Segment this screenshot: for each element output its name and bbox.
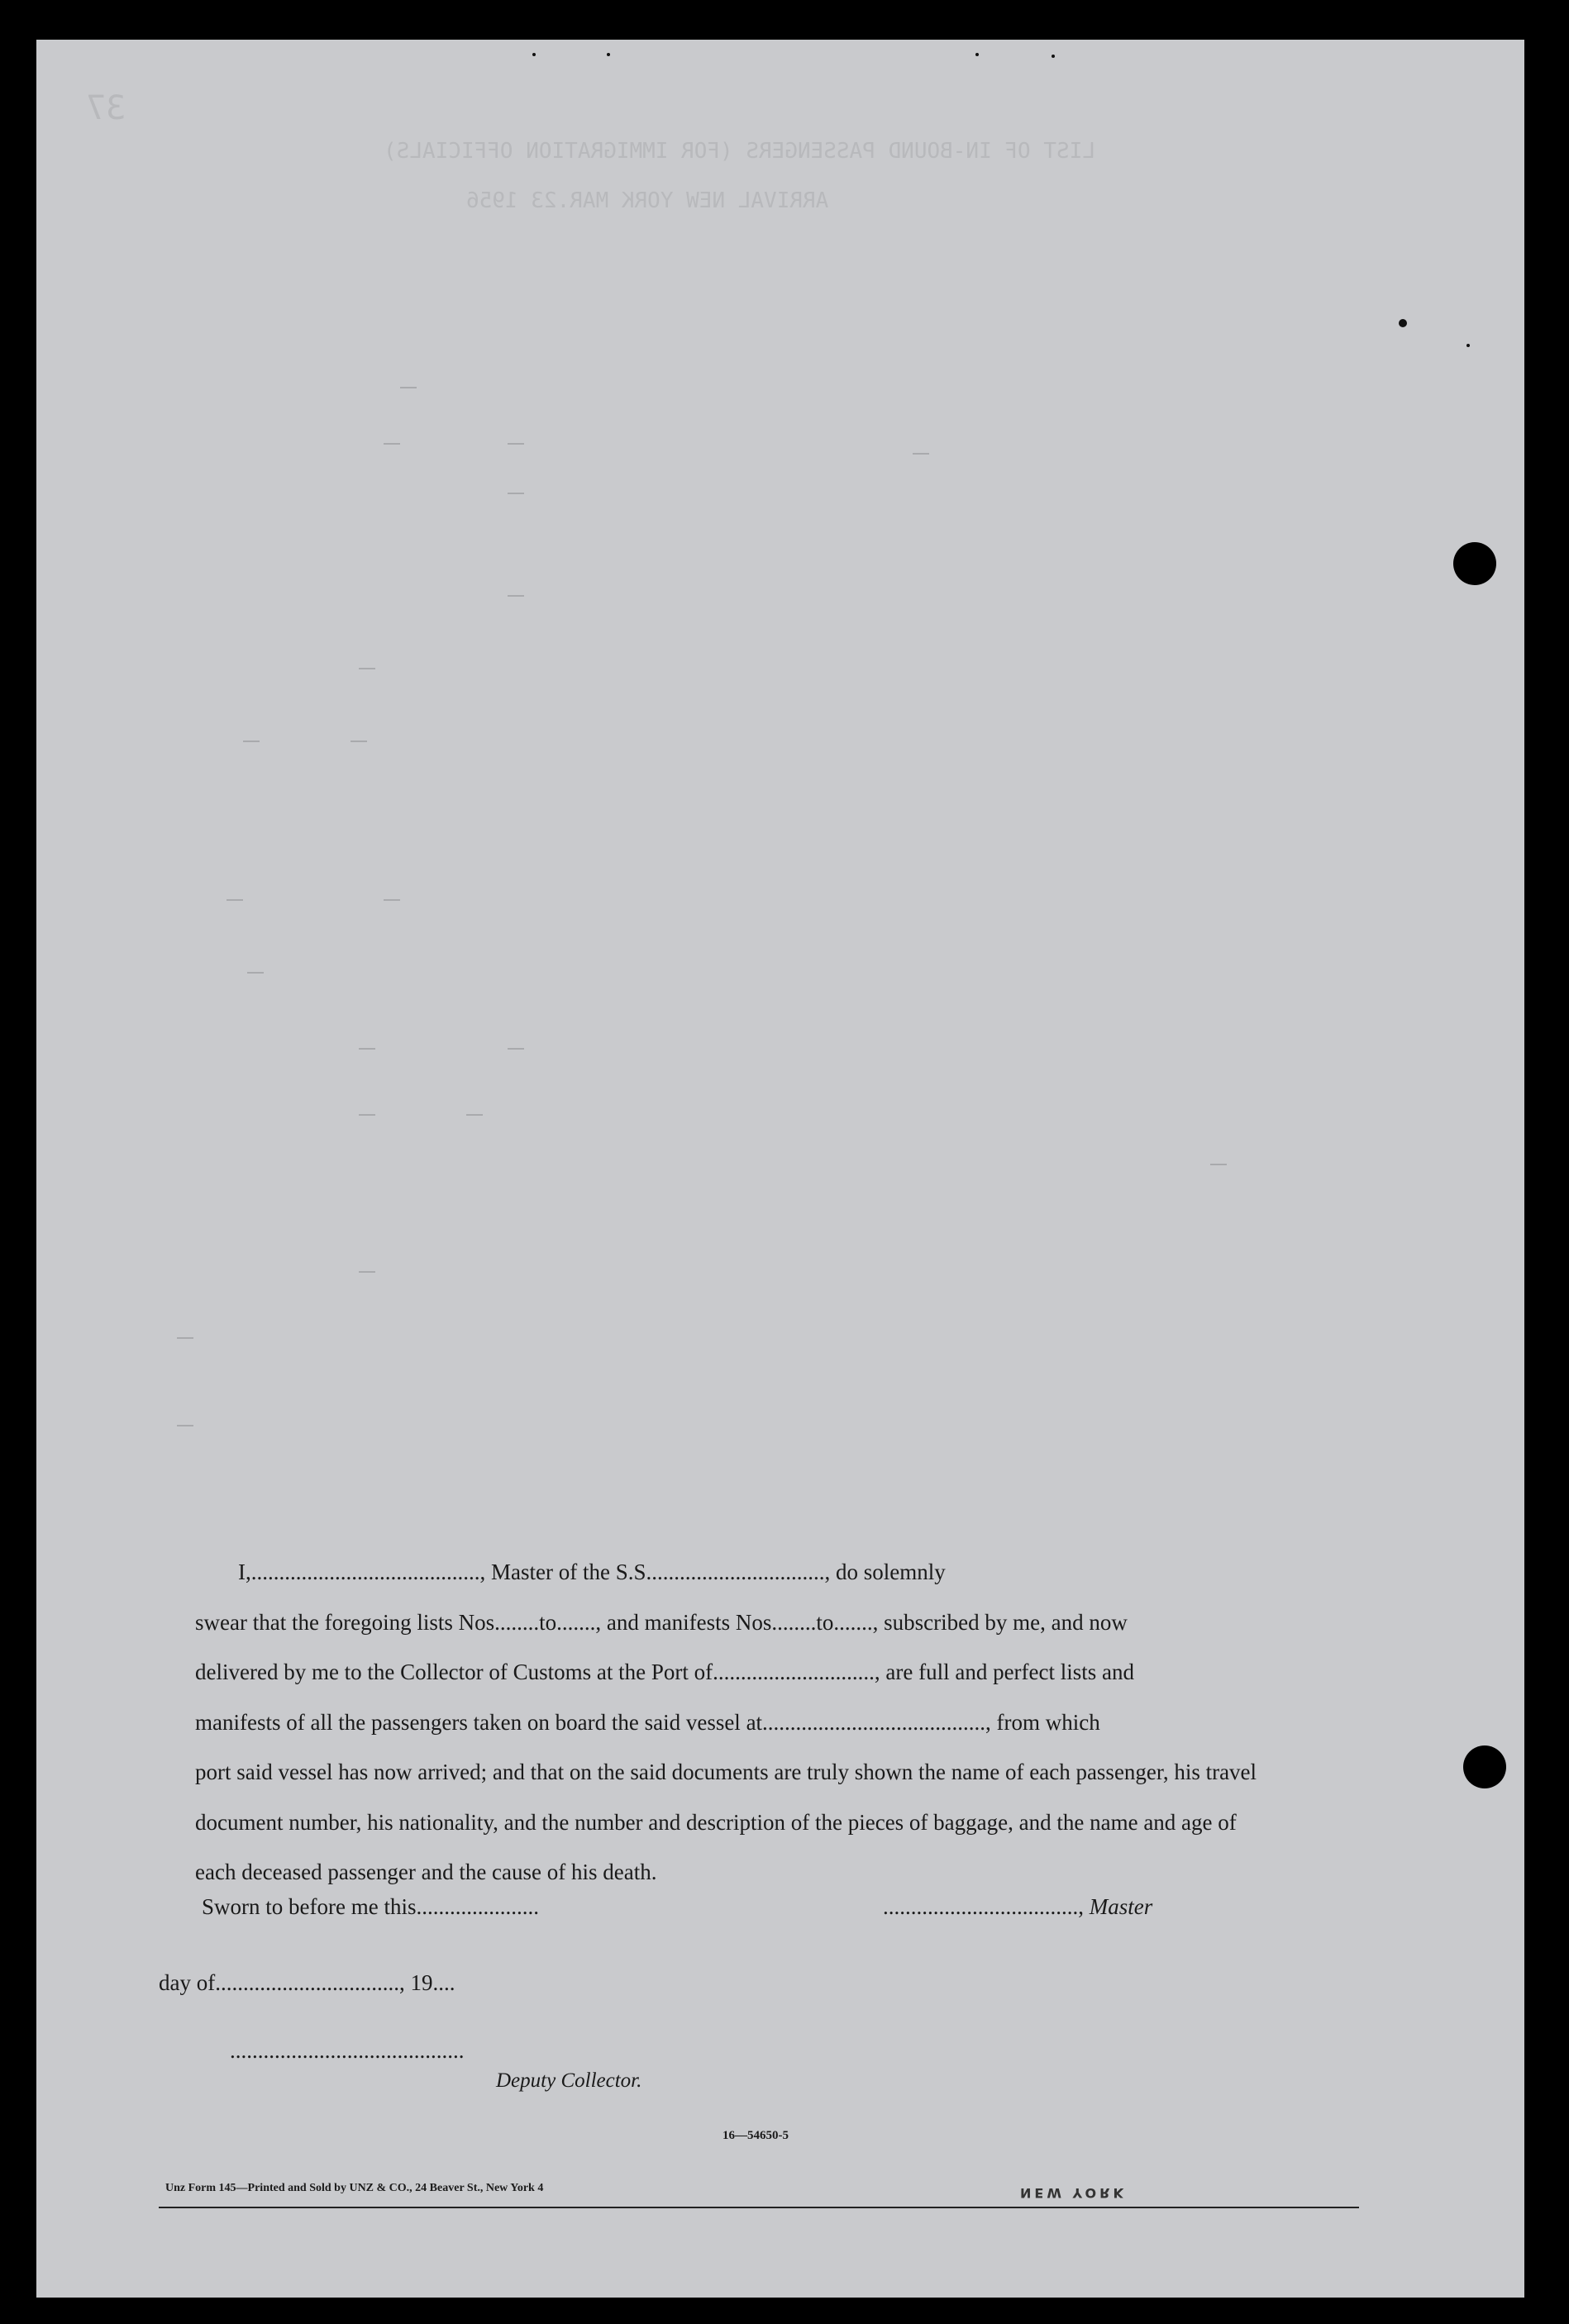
master-label: Master bbox=[1089, 1894, 1153, 1919]
form-number: 16—54650-5 bbox=[723, 2129, 789, 2142]
day-of-line: day of................................., 19.... bbox=[159, 1970, 455, 1995]
punch-hole-upper bbox=[1453, 542, 1496, 585]
ink-speck bbox=[607, 53, 610, 56]
faint-dash bbox=[508, 595, 524, 597]
faint-dash bbox=[1210, 1164, 1227, 1165]
faint-dash bbox=[508, 1048, 524, 1050]
faint-dash bbox=[359, 668, 375, 669]
ink-speck bbox=[1466, 344, 1470, 347]
master-signature-line bbox=[883, 1894, 1152, 1920]
document-page bbox=[36, 40, 1524, 2298]
faint-dash bbox=[913, 453, 929, 455]
faint-dash bbox=[384, 899, 400, 901]
oath-line: delivered by me to the Collector of Customs at the Port of............................., are full and perfect lists and bbox=[195, 1660, 1135, 1684]
faint-dash bbox=[359, 1271, 375, 1273]
oath-line: swear that the foregoing lists Nos........to......., and manifests Nos........to......., subscribed by me, and now bbox=[195, 1609, 1128, 1635]
faint-dash bbox=[400, 387, 417, 388]
arrival-stamp: NEW YORK bbox=[1020, 2185, 1127, 2201]
deputy-signature-dots: .......................................... bbox=[230, 2038, 465, 2063]
master-dots: ..................................., bbox=[883, 1894, 1084, 1919]
ink-speck bbox=[1399, 319, 1407, 327]
bleed-through-page-number: 37 bbox=[86, 89, 126, 127]
faint-dash bbox=[247, 972, 264, 974]
footer-rule bbox=[159, 2207, 1359, 2208]
faint-dash bbox=[243, 741, 260, 742]
faint-dash bbox=[177, 1337, 193, 1339]
bleed-through-header: LIST OF IN-BOUND PASSENGERS (FOR IMMIGRATION OFFICIALS) bbox=[384, 139, 1095, 164]
faint-dash bbox=[384, 443, 400, 445]
faint-dash bbox=[359, 1048, 375, 1050]
faint-dash bbox=[508, 443, 524, 445]
ink-speck bbox=[532, 53, 536, 56]
oath-line: document number, his nationality, and the number and description of the pieces of baggage, and the name and age of bbox=[195, 1809, 1237, 1835]
bleed-through-subheader: ARRIVAL NEW YORK MAR.23 1956 bbox=[466, 188, 829, 213]
ink-speck bbox=[975, 53, 979, 56]
oath-paragraph bbox=[195, 1547, 1392, 1898]
oath-line: each deceased passenger and the cause of his death. bbox=[195, 1860, 657, 1884]
faint-dash bbox=[359, 1114, 375, 1116]
deputy-collector-label: Deputy Collector. bbox=[496, 2069, 642, 2092]
oath-line: manifests of all the passengers taken on board the said vessel at........................................, from which bbox=[195, 1709, 1100, 1735]
oath-line: port said vessel has now arrived; and that on the said documents are truly shown the name of each passenger, his travel bbox=[195, 1760, 1257, 1784]
punch-hole-lower bbox=[1463, 1745, 1506, 1788]
faint-dash bbox=[466, 1114, 483, 1116]
printer-credit: Unz Form 145—Printed and Sold by UNZ & CO., 24 Beaver St., New York 4 bbox=[165, 2182, 544, 2194]
ink-speck bbox=[1052, 55, 1055, 58]
faint-dash bbox=[177, 1425, 193, 1426]
faint-dash bbox=[227, 899, 243, 901]
faint-dash bbox=[508, 493, 524, 494]
oath-line: I,........................................., Master of the S.S................................, do solemnly bbox=[238, 1560, 946, 1584]
faint-dash bbox=[351, 741, 367, 742]
sworn-before-line: Sworn to before me this...................... bbox=[202, 1894, 539, 1919]
